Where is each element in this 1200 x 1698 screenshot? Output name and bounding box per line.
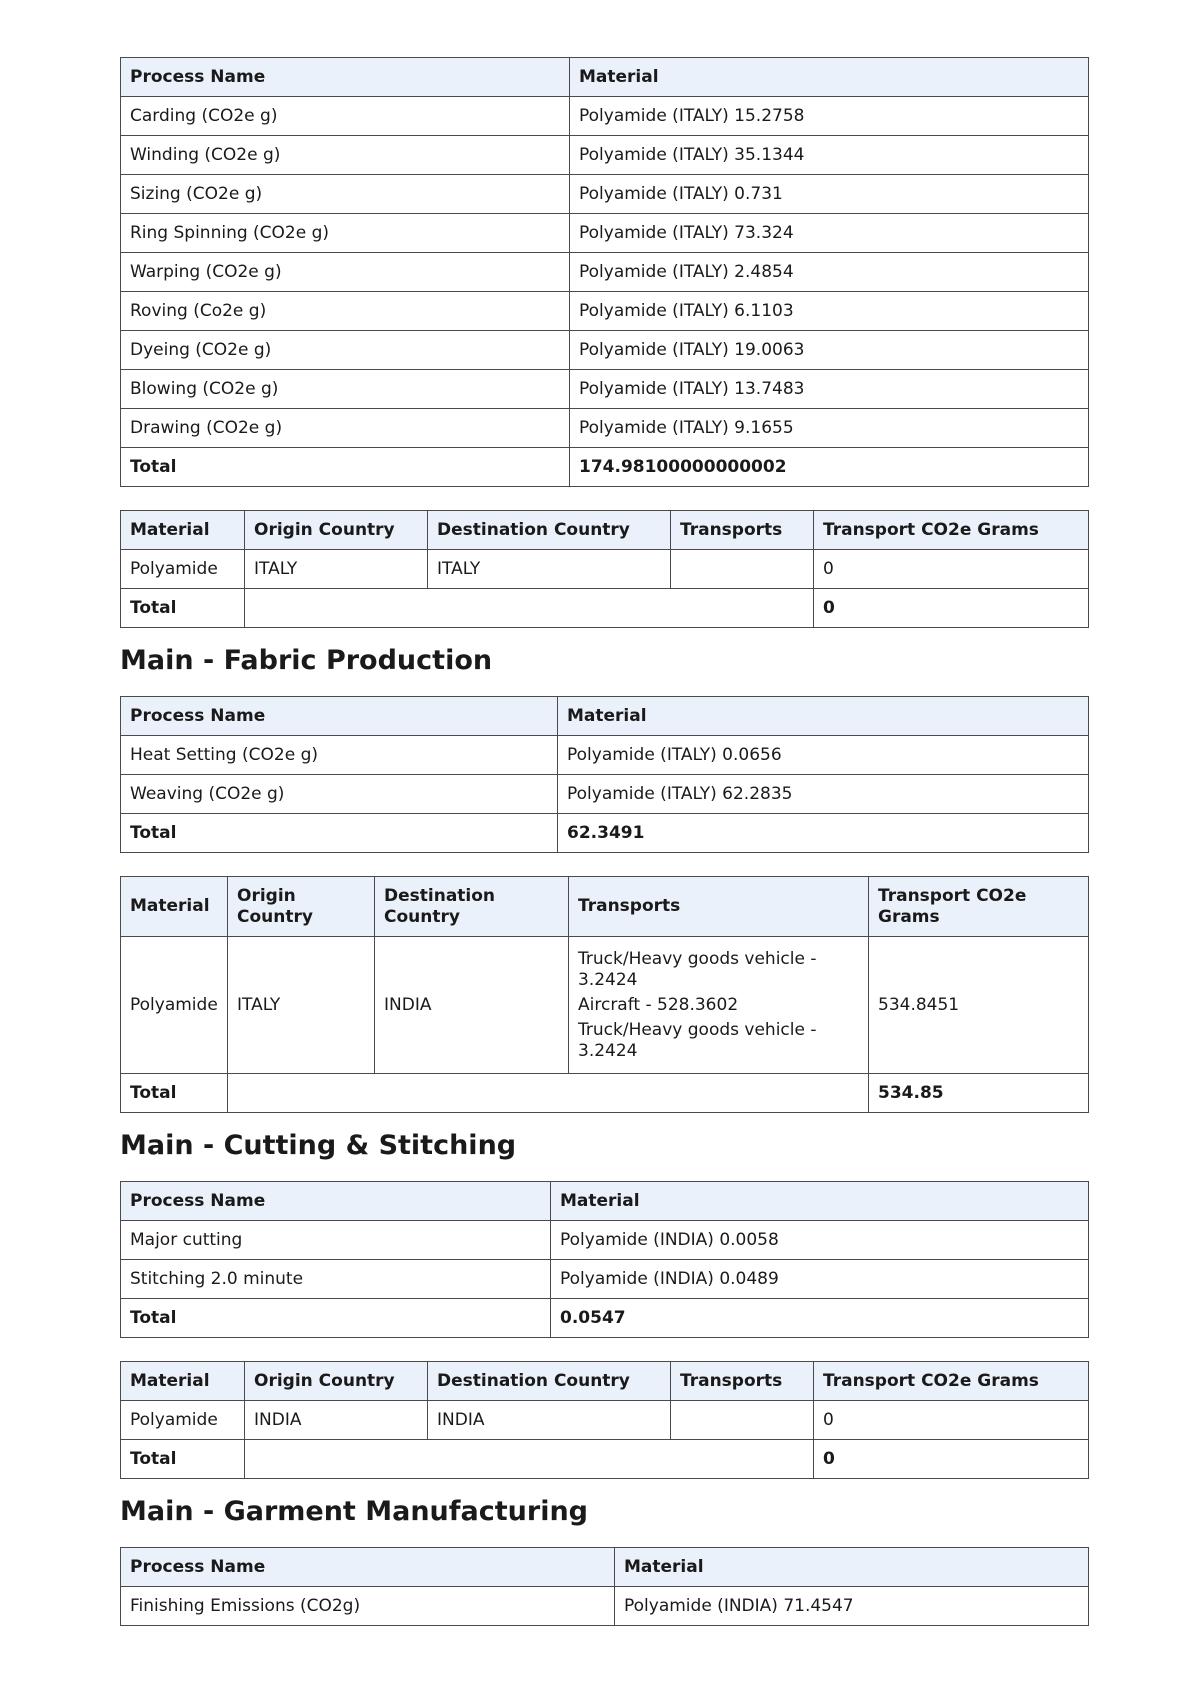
table-header-row [121, 697, 1089, 736]
total-value: 174.98100000000002 [570, 448, 1089, 487]
total-label: Total [121, 1074, 228, 1113]
total-value: 62.3491 [558, 814, 1089, 853]
table-row [121, 937, 1089, 1074]
process-name-cell: Warping (CO2e g) [121, 253, 570, 292]
column-header: Transports [569, 877, 869, 937]
column-header: Origin Country [245, 1362, 428, 1401]
material-cell: Polyamide (ITALY) 9.1655 [570, 409, 1089, 448]
column-header: Material [121, 877, 228, 937]
process-name-cell: Sizing (CO2e g) [121, 175, 570, 214]
table-row [121, 175, 1089, 214]
total-row [121, 589, 1089, 628]
column-header: Material [558, 697, 1089, 736]
material-cell: Polyamide (ITALY) 35.1344 [570, 136, 1089, 175]
process-name-cell: Carding (CO2e g) [121, 97, 570, 136]
column-header: Transports [671, 1362, 814, 1401]
process-name-cell: Heat Setting (CO2e g) [121, 736, 558, 775]
section-title-cutting-stitching: Main - Cutting & Stitching [120, 1130, 517, 1161]
table-row [121, 331, 1089, 370]
transports-cell [671, 550, 814, 589]
report-page [120, 57, 1088, 1626]
table-row [121, 214, 1089, 253]
process-name-cell: Ring Spinning (CO2e g) [121, 214, 570, 253]
column-header: Destination Country [428, 1362, 671, 1401]
table-row [121, 370, 1089, 409]
material-cell: Polyamide (ITALY) 6.1103 [570, 292, 1089, 331]
table-header-row [121, 1182, 1089, 1221]
column-header: Process Name [121, 697, 558, 736]
total-value: 0 [814, 589, 1089, 628]
destination-country-cell: INDIA [375, 937, 569, 1074]
table-header-row [121, 1362, 1089, 1401]
process-name-cell: Stitching 2.0 minute [121, 1260, 551, 1299]
column-header: Destination Country [428, 511, 671, 550]
total-label: Total [121, 1440, 245, 1479]
table-row [121, 1401, 1089, 1440]
transport-leg: Truck/Heavy goods vehicle - 3.2424 [578, 1019, 817, 1061]
process-name-cell: Dyeing (CO2e g) [121, 331, 570, 370]
process-table-fabric [120, 696, 1089, 853]
total-label: Total [121, 814, 558, 853]
total-spacer-cell [245, 589, 814, 628]
table-row [121, 292, 1089, 331]
material-cell: Polyamide (ITALY) 2.4854 [570, 253, 1089, 292]
section-title-fabric-production: Main - Fabric Production [120, 645, 493, 676]
table-header-row [121, 511, 1089, 550]
material-cell: Polyamide (ITALY) 0.731 [570, 175, 1089, 214]
table-row [121, 97, 1089, 136]
column-header: Process Name [121, 1548, 615, 1587]
process-name-cell: Finishing Emissions (CO2g) [121, 1587, 615, 1626]
table-row [121, 1221, 1089, 1260]
process-name-cell: Blowing (CO2e g) [121, 370, 570, 409]
table-row [121, 409, 1089, 448]
material-cell: Polyamide (ITALY) 19.0063 [570, 331, 1089, 370]
column-header: Process Name [121, 1182, 551, 1221]
total-value: 534.85 [869, 1074, 1089, 1113]
material-cell: Polyamide (INDIA) 0.0489 [551, 1260, 1089, 1299]
process-table-cutting [120, 1181, 1089, 1338]
column-header: Material [551, 1182, 1089, 1221]
total-spacer-cell [228, 1074, 869, 1113]
process-table-garment [120, 1547, 1089, 1626]
material-cell: Polyamide (INDIA) 71.4547 [615, 1587, 1089, 1626]
origin-country-cell: ITALY [245, 550, 428, 589]
table-row [121, 1260, 1089, 1299]
column-header: Transport CO2e Grams [814, 1362, 1089, 1401]
process-name-cell: Weaving (CO2e g) [121, 775, 558, 814]
total-row [121, 1299, 1089, 1338]
material-cell: Polyamide (ITALY) 13.7483 [570, 370, 1089, 409]
material-cell: Polyamide [121, 550, 245, 589]
total-label: Total [121, 1299, 551, 1338]
origin-country-cell: INDIA [245, 1401, 428, 1440]
transport-table-cutting [120, 1361, 1089, 1479]
column-header: Material [121, 511, 245, 550]
material-cell: Polyamide (ITALY) 73.324 [570, 214, 1089, 253]
transport-co2e-cell: 0 [814, 1401, 1089, 1440]
total-row [121, 448, 1089, 487]
transports-cell [569, 937, 869, 1074]
column-header: Process Name [121, 58, 570, 97]
transport-table-spinning [120, 510, 1089, 628]
total-label: Total [121, 448, 570, 487]
column-header: Transport CO2e Grams [869, 877, 1089, 937]
table-row [121, 253, 1089, 292]
process-name-cell: Winding (CO2e g) [121, 136, 570, 175]
column-header: Origin Country [245, 511, 428, 550]
table-header-row [121, 58, 1089, 97]
table-row [121, 136, 1089, 175]
table-header-row [121, 877, 1089, 937]
material-cell: Polyamide [121, 937, 228, 1074]
process-name-cell: Roving (Co2e g) [121, 292, 570, 331]
process-name-cell: Drawing (CO2e g) [121, 409, 570, 448]
material-cell: Polyamide (ITALY) 62.2835 [558, 775, 1089, 814]
total-row [121, 1440, 1089, 1479]
total-row [121, 814, 1089, 853]
column-header: Transport CO2e Grams [814, 511, 1089, 550]
material-cell: Polyamide (ITALY) 0.0656 [558, 736, 1089, 775]
material-cell: Polyamide [121, 1401, 245, 1440]
column-header: Material [121, 1362, 245, 1401]
transports-cell [671, 1401, 814, 1440]
transport-co2e-cell: 534.8451 [869, 937, 1089, 1074]
transport-co2e-cell: 0 [814, 550, 1089, 589]
table-row [121, 736, 1089, 775]
material-cell: Polyamide (ITALY) 15.2758 [570, 97, 1089, 136]
column-header: Transports [671, 511, 814, 550]
section-title-garment-manufacturing: Main - Garment Manufacturing [120, 1496, 588, 1527]
total-label: Total [121, 589, 245, 628]
transport-leg: Truck/Heavy goods vehicle - 3.2424 [578, 948, 817, 990]
transport-leg: Aircraft - 528.3602 [578, 994, 739, 1015]
process-table-spinning [120, 57, 1089, 487]
table-row [121, 550, 1089, 589]
column-header: Origin Country [228, 877, 375, 937]
table-row [121, 1587, 1089, 1626]
total-spacer-cell [245, 1440, 814, 1479]
total-row [121, 1074, 1089, 1113]
process-name-cell: Major cutting [121, 1221, 551, 1260]
table-header-row [121, 1548, 1089, 1587]
transport-table-fabric [120, 876, 1089, 1113]
origin-country-cell: ITALY [228, 937, 375, 1074]
column-header: Destination Country [375, 877, 569, 937]
destination-country-cell: INDIA [428, 1401, 671, 1440]
total-value: 0.0547 [551, 1299, 1089, 1338]
column-header: Material [615, 1548, 1089, 1587]
column-header: Material [570, 58, 1089, 97]
destination-country-cell: ITALY [428, 550, 671, 589]
material-cell: Polyamide (INDIA) 0.0058 [551, 1221, 1089, 1260]
total-value: 0 [814, 1440, 1089, 1479]
table-row [121, 775, 1089, 814]
